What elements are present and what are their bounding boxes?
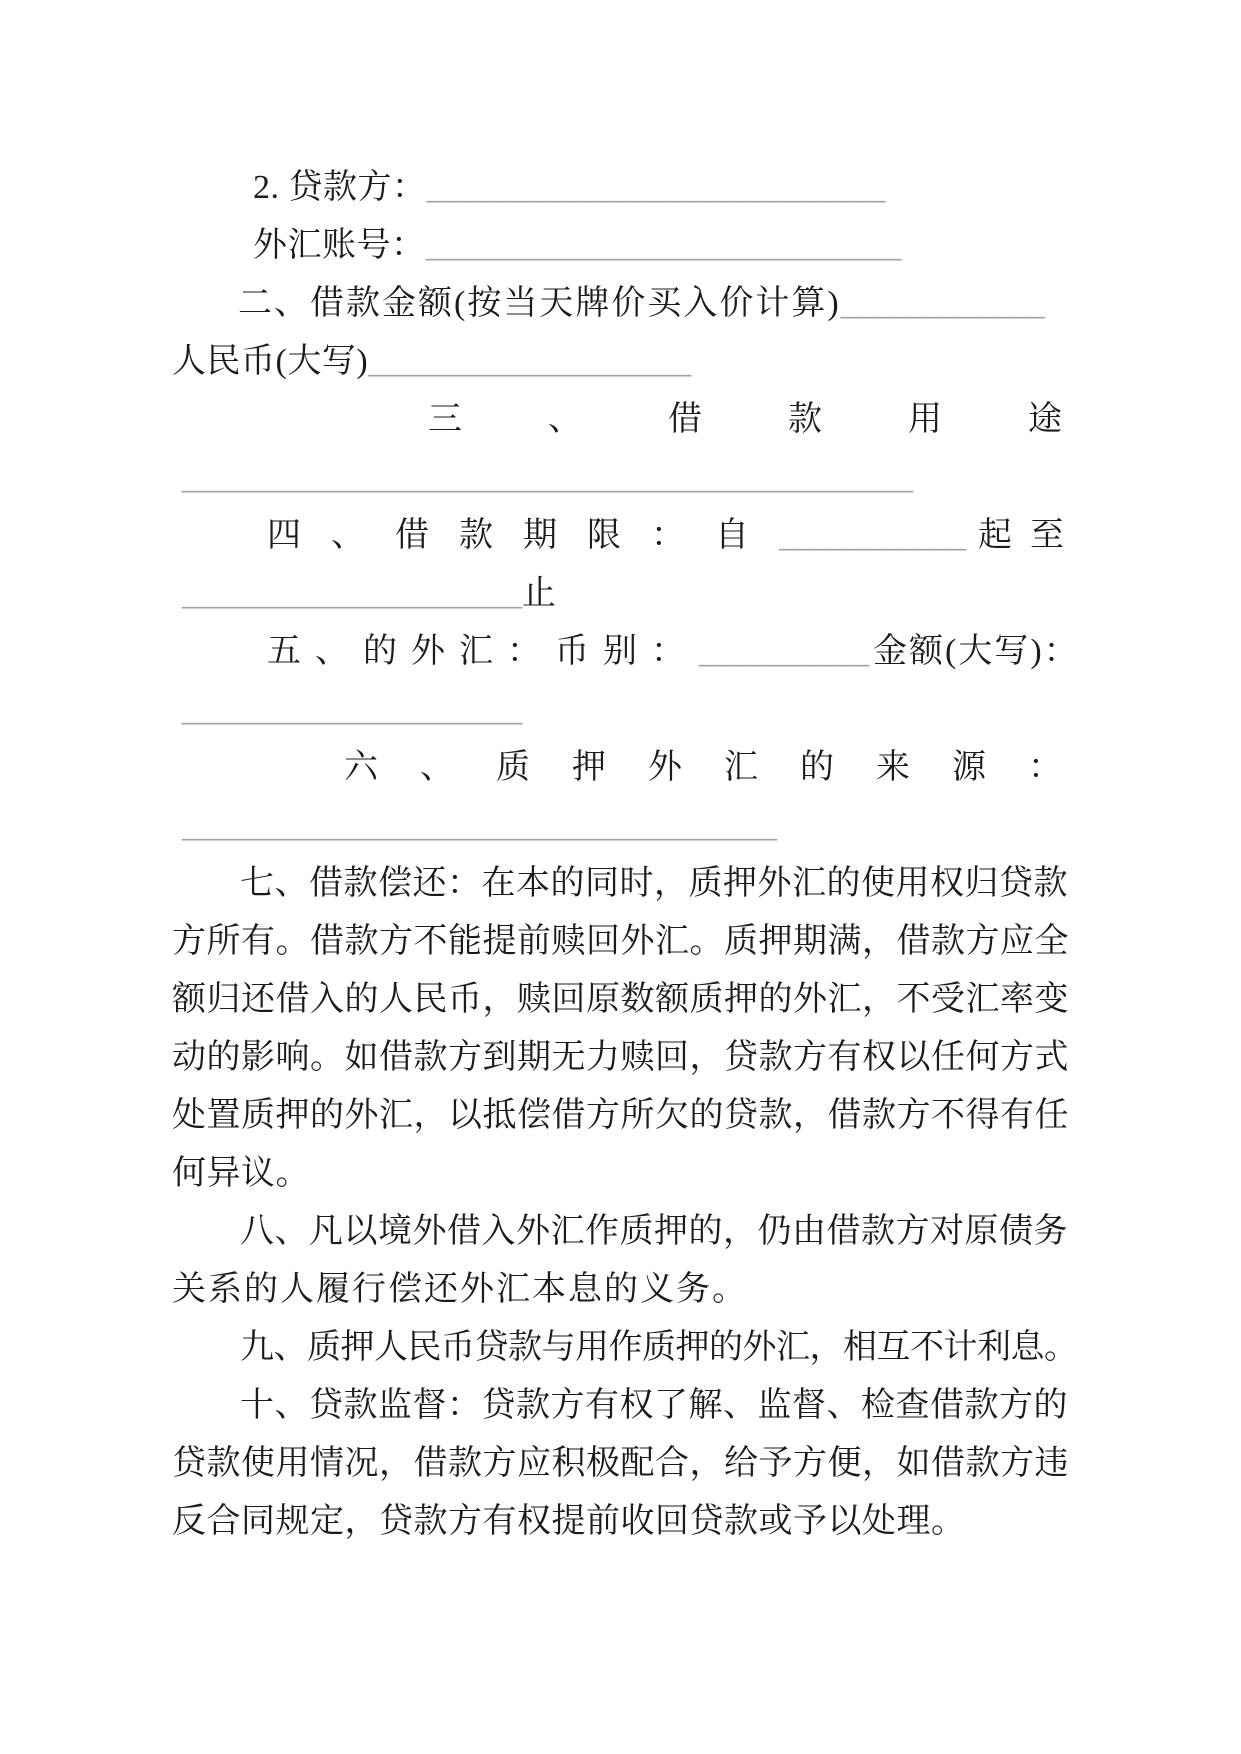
clause-7-line-3 bbox=[172, 971, 1155, 1029]
line-rmb-capital bbox=[172, 333, 1155, 391]
line-loan-amount bbox=[172, 275, 1155, 333]
line-amount-blank bbox=[172, 681, 1155, 739]
forex-account-blank: ____________________________ bbox=[425, 227, 902, 264]
rmb-capital-blank: ___________________ bbox=[368, 343, 692, 380]
clause-text: 贷款使用情况，借款方应积极配合，给予方便，如借款方违 bbox=[172, 1445, 1069, 1482]
forex-source-label: 六、质押外汇的来源： bbox=[344, 749, 1104, 786]
loan-purpose-label: 三、借款用途 bbox=[428, 401, 1148, 438]
line-forex-account bbox=[172, 217, 1155, 275]
clause-7-line-6 bbox=[172, 1145, 1155, 1203]
line-lender bbox=[172, 159, 1155, 217]
loan-term-until-label: 起至 bbox=[978, 517, 1082, 554]
clause-7-line-5 bbox=[172, 1087, 1155, 1145]
amount-capital-label: 金额(大写)： bbox=[873, 633, 1080, 670]
clause-text: 九、质押人民币贷款与用作质押的外汇，相互不计利息。 bbox=[240, 1329, 1078, 1366]
loan-term-start-blank: ___________ bbox=[779, 517, 966, 554]
clause-text: 反合同规定，贷款方有权提前收回贷款或予以处理。 bbox=[172, 1503, 966, 1540]
loan-term-end-blank: ____________________ bbox=[182, 575, 522, 612]
lender-label: 2. 贷款方： bbox=[253, 169, 427, 206]
clause-text: 处置质押的外汇，以抵偿借方所欠的贷款，借款方不得有任 bbox=[172, 1097, 1069, 1134]
lender-blank: ___________________________ bbox=[426, 169, 886, 206]
forex-source-blank: ___________________________________ bbox=[182, 807, 777, 844]
clause-text: 方所有。借款方不能提前赎回外汇。质押期满，借款方应全 bbox=[172, 923, 1069, 960]
clause-9-line-1 bbox=[172, 1319, 1155, 1377]
loan-purpose-blank: ___________________________________________ bbox=[182, 459, 913, 496]
clause-10-line-1 bbox=[172, 1377, 1155, 1435]
loan-amount-label: 二、借款金额(按当天牌价买入价计算) bbox=[238, 285, 841, 322]
line-loan-purpose-blank bbox=[172, 449, 1155, 507]
line-forex-source bbox=[172, 739, 1155, 797]
loan-term-label: 四、借款期限：自 bbox=[267, 517, 779, 554]
clause-10-line-2 bbox=[172, 1435, 1155, 1493]
pledged-forex-label: 五、的外汇：币别： bbox=[267, 633, 699, 670]
rmb-capital-label: 人民币(大写) bbox=[172, 343, 369, 380]
line-loan-term-end bbox=[172, 565, 1155, 623]
line-pledged-forex bbox=[172, 623, 1155, 681]
line-loan-purpose bbox=[172, 391, 1155, 449]
clause-text: 七、借款偿还：在本的同时，质押外汇的使用权归贷款 bbox=[240, 865, 1068, 902]
clause-10-line-3 bbox=[172, 1493, 1155, 1551]
clause-7-line-2 bbox=[172, 913, 1155, 971]
clause-text: 关系的人履行偿还外汇本息的义务。 bbox=[172, 1271, 748, 1308]
clause-8-line-2 bbox=[172, 1261, 1155, 1319]
clause-text: 何异议。 bbox=[172, 1155, 310, 1192]
loan-term-end-label: 止 bbox=[522, 575, 557, 612]
clause-text: 额归还借入的人民币，赎回原数额质押的外汇，不受汇率变 bbox=[172, 981, 1069, 1018]
clause-7-line-4 bbox=[172, 1029, 1155, 1087]
clause-text: 动的影响。如借款方到期无力赎回，贷款方有权以任何方式 bbox=[172, 1039, 1069, 1076]
clause-8-line-1 bbox=[172, 1203, 1155, 1261]
currency-type-blank: __________ bbox=[699, 633, 869, 670]
amount-capital-blank: ____________________ bbox=[182, 691, 522, 728]
clause-text: 十、贷款监督：贷款方有权了解、监督、检查借款方的 bbox=[240, 1387, 1068, 1424]
loan-amount-blank: ____________ bbox=[840, 285, 1045, 322]
clause-text: 八、凡以境外借入外汇作质押的，仍由借款方对原债务 bbox=[240, 1213, 1068, 1250]
line-forex-source-blank bbox=[172, 797, 1155, 855]
line-loan-term bbox=[172, 507, 1155, 565]
forex-account-label: 外汇账号： bbox=[253, 227, 426, 264]
clause-7-line-1 bbox=[172, 855, 1155, 913]
